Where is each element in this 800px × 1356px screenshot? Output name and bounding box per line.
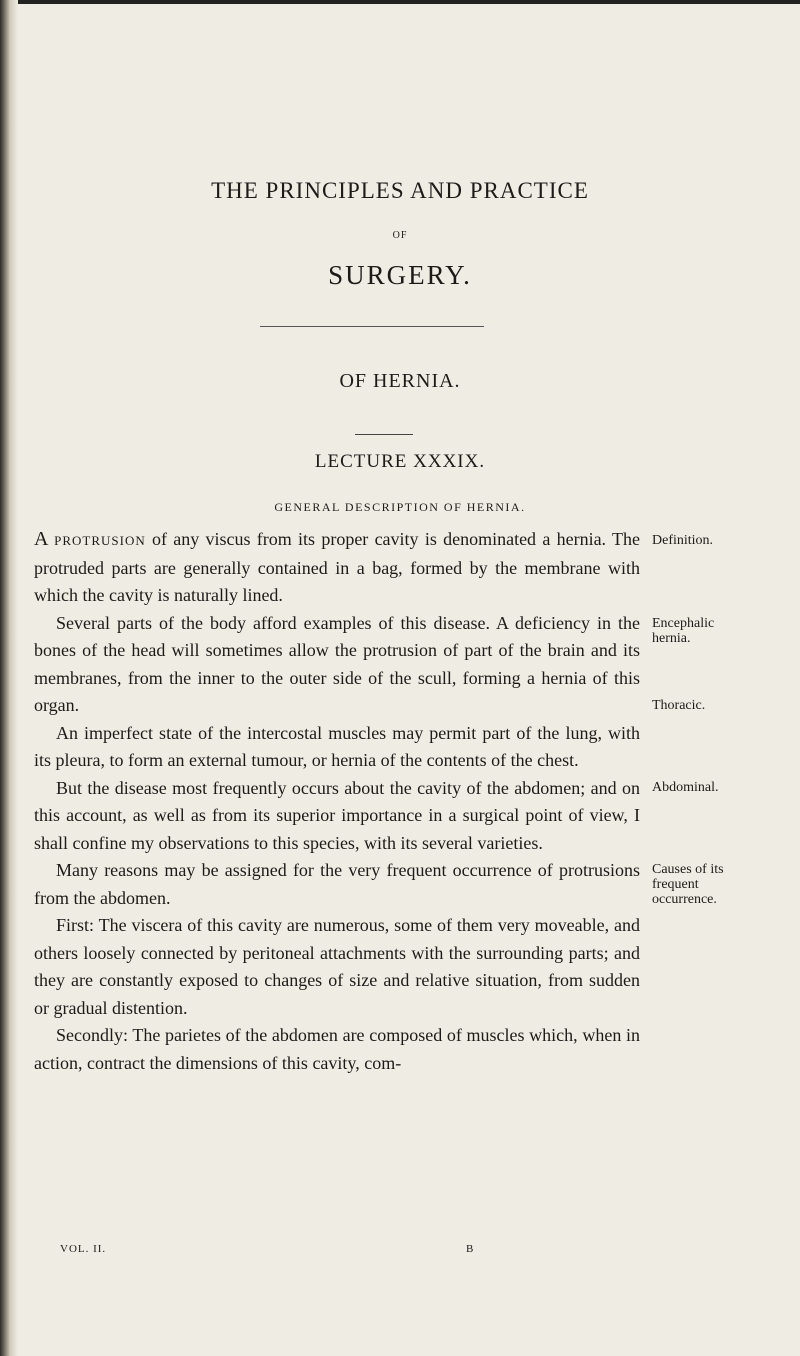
margin-note-encephalic: Encephalic hernia. xyxy=(652,616,715,646)
paragraph-small-caps: PROTRUSION xyxy=(54,533,146,548)
paragraph-text: of any viscus from its proper cavity is denominated a hernia. The protruded parts are generally contained in a bag, formed by the membrane with which the cavity is naturally lined. xyxy=(34,529,640,605)
paragraph-abdominal: But the disease most frequently occurs about the cavity of the abdomen; and on this account, as well as from its superior importance in a surgical point of view, I shall confine my observations to this species, with its several varieties. xyxy=(34,777,640,853)
volume-number: VOL. II. xyxy=(60,1243,107,1255)
margin-note-abdominal: Abdominal. xyxy=(652,780,719,795)
section-divider xyxy=(355,434,413,435)
paragraph-definition xyxy=(34,526,640,610)
lecture-heading: LECTURE XXXIX. xyxy=(314,451,486,472)
body-text xyxy=(34,526,640,1077)
title-connector: OF xyxy=(392,230,408,241)
paragraph-causes: Many reasons may be assigned for the very frequent occurrence of protrusions from the abdomen. xyxy=(34,860,640,908)
title-divider xyxy=(260,326,484,327)
margin-note-definition: Definition. xyxy=(652,533,714,548)
lecture-subheading: GENERAL DESCRIPTION OF HERNIA. xyxy=(274,500,526,514)
book-subject: SURGERY. xyxy=(328,260,472,290)
margin-note-thoracic: Thoracic. xyxy=(652,698,706,713)
margin-note-causes: Causes of its frequent occurrence. xyxy=(652,862,724,907)
signature-mark: B xyxy=(466,1243,474,1255)
paragraph-secondly: Secondly: The parietes of the abdomen are composed of muscles which, when in action, contract the dimensions of this cavity, com- xyxy=(34,1025,640,1073)
book-title: THE PRINCIPLES AND PRACTICE xyxy=(211,178,589,203)
paragraph-thoracic: An imperfect state of the intercostal muscles may permit part of the lung, with its pleura, to form an external tumour, or hernia of the contents of the chest. xyxy=(34,722,640,770)
paragraph-lead: A xyxy=(34,528,55,550)
paragraph-encephalic: Several parts of the body afford examples of this disease. A deficiency in the bones of the head will sometimes allow the protrusion of part of the brain and its membranes, from the inner to the outer side of the scull, forming a hernia of this organ. xyxy=(34,612,640,715)
section-heading: OF HERNIA. xyxy=(339,370,461,392)
paragraph-first: First: The viscera of this cavity are numerous, some of them very moveable, and others loosely connected by peritoneal attachments with the surrounding parts; and they are constantly exposed to changes of size and relative situation, from sudden or gradual distention. xyxy=(34,915,640,1018)
page-top-edge xyxy=(0,0,800,4)
